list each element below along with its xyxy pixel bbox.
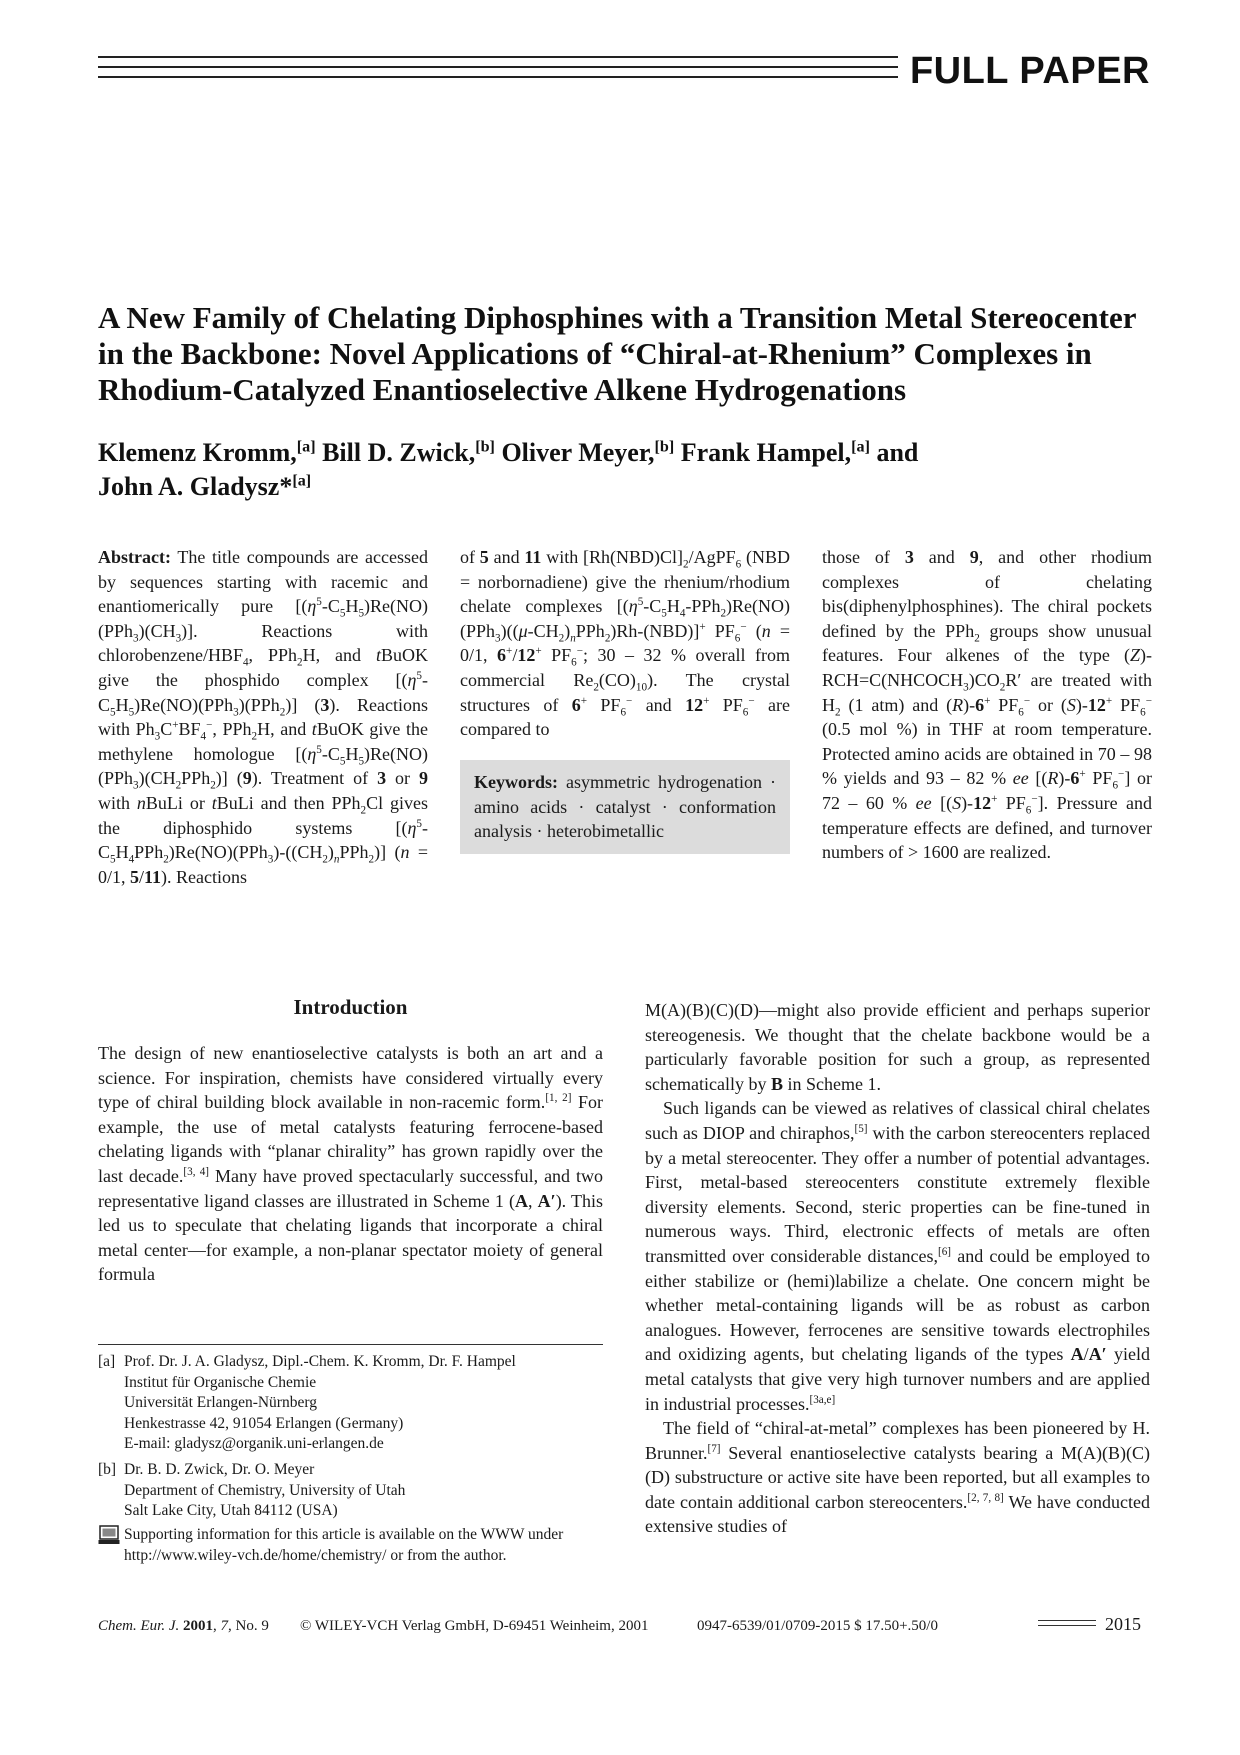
- author-affiliation: [b]: [654, 438, 675, 456]
- footer-journal: Chem. Eur. J.: [98, 1618, 180, 1634]
- header-rule-1: [98, 56, 898, 58]
- footnote-tag: [a]: [98, 1353, 116, 1370]
- footnote-line: Universität Erlangen-Nürnberg: [124, 1394, 317, 1411]
- footer-page-number: 2015: [1105, 1614, 1141, 1634]
- body-column-right: [645, 998, 1150, 1539]
- body-column-left: [98, 1041, 603, 1287]
- footnote-line: Henkestrasse 42, 91054 Erlangen (Germany): [124, 1414, 404, 1432]
- author-name: John A. Gladysz*: [98, 472, 293, 501]
- footnote-line: Institut für Organische Chemie: [124, 1373, 317, 1391]
- footnote-email: E-mail: gladysz@organik.uni-erlangen.de: [124, 1435, 384, 1452]
- computer-icon: [98, 1525, 120, 1552]
- footnote-supporting-info: [98, 1525, 603, 1566]
- keywords-box: [460, 760, 790, 854]
- footnote-b: [98, 1460, 603, 1522]
- author-affiliation: [a]: [296, 438, 316, 456]
- abstract-column-1: [98, 545, 428, 889]
- author-name: Frank Hampel,: [680, 438, 852, 467]
- author-name: Bill D. Zwick,: [322, 438, 476, 467]
- footnote-line: Supporting information for this article is available on the WWW under: [124, 1526, 564, 1543]
- footer-year: 2001: [183, 1618, 213, 1634]
- footer-issn: 0947-6539/01/0709-2015 $ 17.50+.50/0: [697, 1618, 938, 1634]
- header-rule-3: [98, 76, 898, 78]
- section-banner: FULL PAPER: [909, 50, 1150, 92]
- body-paragraph: M(A)(B)(C)(D)—might also provide efficient and perhaps superior stereogenesis. We thought that the chelate backbone would be a particularly favorable position for such a group, as represented schematically by B in Scheme 1.: [645, 1000, 1150, 1094]
- footnote-line: Department of Chemistry, University of Utah: [124, 1481, 406, 1499]
- footer-citation: Chem. Eur. J. 2001, 7, No. 9: [98, 1618, 269, 1634]
- author-list: [98, 436, 1098, 504]
- footnote-line: Salt Lake City, Utah 84112 (USA): [124, 1502, 338, 1519]
- introduction-heading: Introduction: [293, 995, 408, 1019]
- footnote-rule: [98, 1344, 603, 1345]
- footnote-line: Prof. Dr. J. A. Gladysz, Dipl.-Chem. K. Kromm, Dr. F. Hampel: [124, 1353, 516, 1370]
- body-paragraph: The design of new enantioselective catalysts is both an art and a science. For inspiration, chemists have considered virtually every type of chiral building block available in non-racemic form.[1, 2] For example, the use of metal catalysts featuring ferrocene-based chelating ligands with “planar chirality” has grown rapidly over the last decade.[3, 4] Many have proved spectacularly successful, and two representative ligand classes are illustrated in Scheme 1 (A, A′). This led us to speculate that chelating ligands that incorporate a chiral metal center—for example, a non-planar spectator moiety of general formula: [98, 1043, 603, 1285]
- footer-volume: 7: [220, 1618, 228, 1634]
- abstract-label: Abstract:: [98, 547, 171, 567]
- footnote-line: Dr. B. D. Zwick, Dr. O. Meyer: [124, 1461, 315, 1478]
- author-affiliation: [b]: [475, 438, 495, 456]
- body-paragraph: The field of “chiral-at-metal” complexes has been pioneered by H. Brunner.[7] Several enantioselective catalysts bearing a M(A)(B)(C)(D) substructure or active site have been reported, but all examples to date contain additional carbon stereocenters.[2, 7, 8] We have conducted extensive studies of: [645, 1418, 1150, 1537]
- footer-page-rule: [1038, 1625, 1096, 1626]
- footer-page-rule: [1038, 1620, 1096, 1621]
- footnote-tag: [b]: [98, 1461, 117, 1478]
- footnote-a: [98, 1352, 603, 1455]
- abstract-column-2: [460, 545, 790, 742]
- footer-issue: No. 9: [235, 1618, 269, 1634]
- abstract-text-1: Abstract: The title compounds are accessed by sequences starting with racemic and enantiomerically pure $[(\eta^5-C_5H_5)Re(NO)(PPh_3)(CH_3)]$. Reactions with chlorobenzene/$HBF_4$, PPh$_2$H, and tBuOK give the phosphido complex $[(\eta^5-C_5H_5)Re(NO)(PPh_3)(PPh_2)]$ (3). Reactions with $Ph_3C^+BF_4^-$, PPh$_2$H, and tBuOK give the methylene homologue $[(\eta^5-C_5H_5)Re(NO)(PPh_3)(CH_2PPh_2)]$ (9). Treatment of 3 or 9 with nBuLi or tBuLi and then PPh$_2$Cl gives the diphosphido systems $[(\eta^5-C_5H_4PPh_2)Re(NO)(PPh_3)-((CH_2)_nPPh_2)] (n = 0/1$, 5/11). Reactions: [98, 547, 428, 887]
- body-paragraph: Such ligands can be viewed as relatives of classical chiral chelates such as DIOP and chiraphos,[5] with the carbon stereocenters replaced by a metal stereocenter. They offer a number of potential advantages. First, metal-based stereocenters constitute extremely flexible diversity elements. Second, steric properties can be fine-tuned in numerous ways. Third, electronic effects of metals are often transmitted over considerable distances,[6] and could be employed to either stabilize or (hemi)labilize a chelate. One concern might be whether metal-containing ligands will be as robust as carbon analogues. However, ferrocenes are sensitive towards electrophiles and oxidizing agents, but chelating ligands of the types A/A′ yield metal catalysts that give very high turnover numbers and are applied in industrial processes.[3a,e]: [645, 1098, 1150, 1414]
- header-rule-2: [98, 66, 898, 68]
- author-name: Klemenz Kromm,: [98, 438, 297, 467]
- author-affiliation: [a]: [851, 438, 870, 456]
- author-affiliation: [a]: [292, 472, 312, 490]
- author-name: Oliver Meyer,: [501, 438, 655, 467]
- footer-copyright: © WILEY-VCH Verlag GmbH, D-69451 Weinheim, 2001: [300, 1618, 649, 1634]
- abstract-text-3: those of 3 and 9, and other rhodium complexes of chelating bis(diphenylphosphines). The chiral pockets defined by the PPh$_2$ groups show unusual features. Four alkenes of the type $(Z)-RCH=C(NHCOCH_3)CO_2R'$ are treated with $H_2$ (1 atm) and (R)-6+ $PF_6^-$ or (S)-12+ $PF_6^-$ (0.5 mol %) in THF at room temperature. Protected amino acids are obtained in 70 – 98 % yields and 93 – 82 % ee [(R)-6+ $PF_6^-$] or 72 – 60 % ee [(S)-12+ $PF_6^-$]. Pressure and temperature effects are defined, and turnover numbers of > 1600 are realized.: [822, 547, 1152, 863]
- keywords-label: Keywords:: [474, 772, 558, 792]
- abstract-column-3: [822, 545, 1152, 865]
- keywords-list: asymmetric hydrogenation · amino acids · catalyst · conformation analysis · heterobimetallic: [474, 772, 776, 842]
- article-title: A New Family of Chelating Diphosphines with a Transition Metal Stereocenter in the Backbone: Novel Applications of “Chiral-at-Rhenium” Complexes in Rhodium-Catalyzed Enantioselective Alkene Hydrogenations: [98, 300, 1136, 407]
- author-conjunction: and: [876, 438, 919, 467]
- footnote-link[interactable]: http://www.wiley-vch.de/home/chemistry/ or from the author.: [124, 1546, 507, 1564]
- abstract-text-2: of 5 and 11 with $[Rh(NBD)Cl]_2/AgPF_6$ (NBD = norbornadiene) give the rhenium/rhodium chelate complexes $[(\eta^5-C_5H_4-PPh_2)Re(NO)(PPh_3)((\mu-CH_2)_nPPh_2)Rh-(NBD)]^+$ $PF_6^-$ (n = 0/1, 6+/12+ $PF_6^-$; 30 – 32 % overall from commercial $Re_2(CO)_{10}$). The crystal structures of 6+ $PF_6^-$ and 12+ $PF_6^-$ are compared to: [460, 547, 791, 740]
